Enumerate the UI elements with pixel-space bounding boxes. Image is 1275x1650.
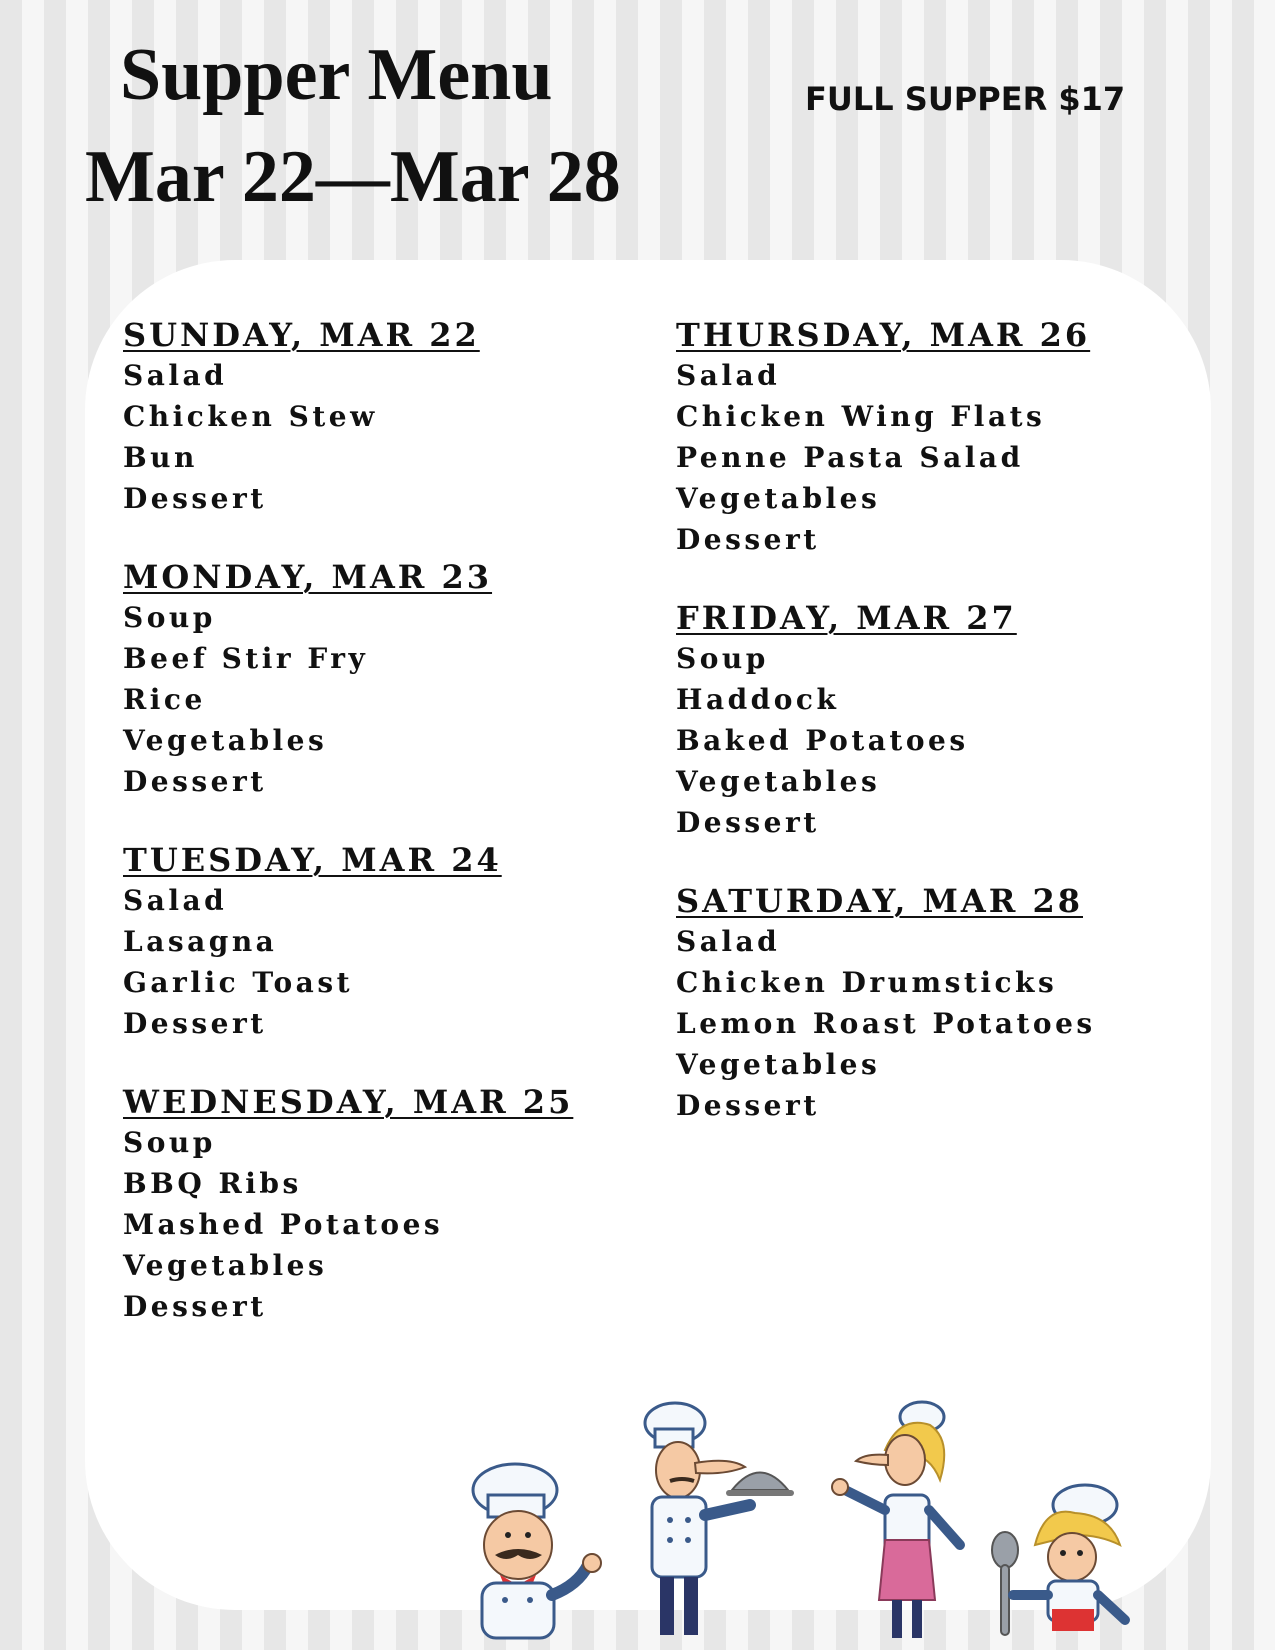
menu-item: Salad: [123, 359, 228, 392]
day-heading: FRIDAY, MAR 27: [676, 599, 1017, 637]
menu-item: Soup: [123, 601, 216, 634]
full-supper-price: FULL SUPPER $17: [805, 80, 1126, 118]
chefs-illustration: [460, 1395, 1180, 1645]
menu-item: Salad: [676, 925, 781, 958]
menu-item: Chicken Wing Flats: [676, 400, 1046, 433]
menu-item: Lemon Roast Potatoes: [676, 1007, 1096, 1040]
day-heading: SUNDAY, MAR 22: [123, 316, 480, 354]
menu-item: BBQ Ribs: [123, 1167, 302, 1200]
day-items: [123, 355, 573, 519]
menu-item: Dessert: [676, 806, 820, 839]
chef-serving-cloche-icon: [645, 1403, 794, 1635]
chef-waving-icon: [473, 1464, 601, 1638]
date-range-title: Mar 22—Mar 28: [85, 136, 621, 218]
menu-item: Salad: [676, 359, 781, 392]
female-chef-icon: [832, 1402, 960, 1638]
menu-column-right: [676, 315, 1096, 1164]
day-items: [123, 880, 573, 1044]
menu-item: Mashed Potatoes: [123, 1208, 444, 1241]
day-saturday: [676, 881, 1096, 1126]
day-wednesday: [123, 1082, 573, 1327]
menu-item: Baked Potatoes: [676, 724, 969, 757]
menu-item: Vegetables: [676, 482, 881, 515]
day-tuesday: [123, 840, 573, 1044]
menu-item: Garlic Toast: [123, 966, 354, 999]
day-items: [676, 638, 1096, 843]
menu-item: Penne Pasta Salad: [676, 441, 1024, 474]
day-items: [123, 1122, 573, 1327]
menu-item: Vegetables: [676, 765, 881, 798]
day-heading: SATURDAY, MAR 28: [676, 882, 1083, 920]
menu-item: Soup: [676, 642, 769, 675]
menu-item: Chicken Stew: [123, 400, 378, 433]
menu-item: Lasagna: [123, 925, 278, 958]
day-items: [676, 921, 1096, 1126]
day-items: [123, 597, 573, 802]
menu-item: Haddock: [676, 683, 840, 716]
day-monday: [123, 557, 573, 802]
menu-item: Bun: [123, 441, 198, 474]
menu-item: Vegetables: [676, 1048, 881, 1081]
page-title: Supper Menu: [120, 34, 553, 116]
menu-item: Chicken Drumsticks: [676, 966, 1058, 999]
day-thursday: [676, 315, 1096, 560]
day-friday: [676, 598, 1096, 843]
menu-column-left: [123, 315, 573, 1365]
day-sunday: [123, 315, 573, 519]
menu-item: Vegetables: [123, 724, 328, 757]
menu-item: Soup: [123, 1126, 216, 1159]
menu-item: Rice: [123, 683, 206, 716]
menu-item: Dessert: [676, 1089, 820, 1122]
menu-item: Dessert: [676, 523, 820, 556]
day-heading: MONDAY, MAR 23: [123, 558, 493, 596]
day-heading: TUESDAY, MAR 24: [123, 841, 502, 879]
day-items: [676, 355, 1096, 560]
child-chef-spoon-icon: [992, 1485, 1125, 1635]
menu-item: Dessert: [123, 765, 267, 798]
menu-item: Dessert: [123, 482, 267, 515]
menu-item: Dessert: [123, 1007, 267, 1040]
menu-item: Salad: [123, 884, 228, 917]
menu-item: Beef Stir Fry: [123, 642, 369, 675]
day-heading: WEDNESDAY, MAR 25: [123, 1083, 574, 1121]
day-heading: THURSDAY, MAR 26: [676, 316, 1091, 354]
menu-item: Dessert: [123, 1290, 267, 1323]
menu-item: Vegetables: [123, 1249, 328, 1282]
